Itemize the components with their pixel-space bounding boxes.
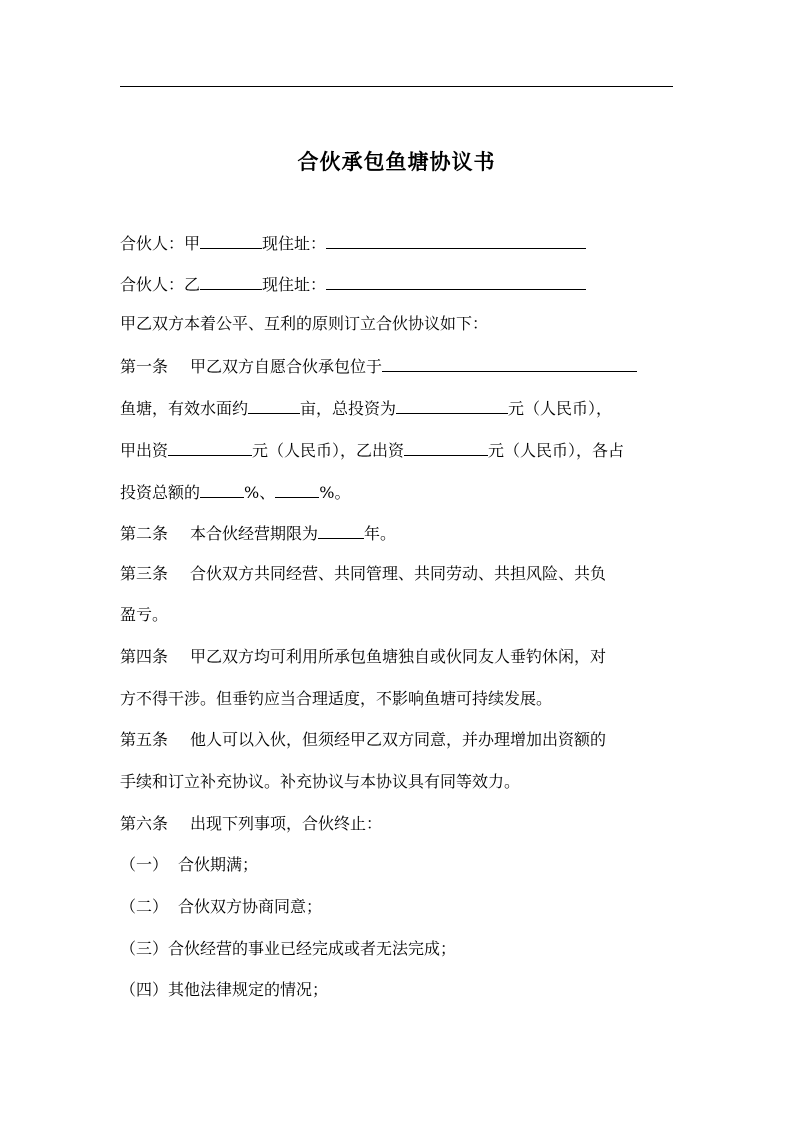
party-a-investment-blank[interactable] bbox=[168, 439, 252, 456]
partner-b-name-blank[interactable] bbox=[200, 273, 262, 290]
list-item-3-number: （三） bbox=[120, 939, 169, 958]
list-item-2-number: （二） bbox=[120, 897, 169, 916]
article-1-text-1: 甲乙双方自愿合伙承包位于 bbox=[190, 357, 383, 376]
article-1-text-2b: 亩，总投资为 bbox=[300, 399, 397, 418]
article-4-line-2: 方不得干涉。但垂钓应当合理适度，不影响鱼塘可持续发展。 bbox=[120, 689, 553, 708]
list-item-4-text: 其他法律规定的情况； bbox=[168, 980, 329, 999]
total-investment-blank[interactable] bbox=[396, 397, 508, 414]
partner-a-line bbox=[120, 232, 586, 254]
list-item-2-text: 合伙双方协商同意； bbox=[178, 897, 323, 916]
article-1-text-3a: 甲出资 bbox=[120, 441, 169, 460]
partner-a-label: 合伙人：甲 bbox=[120, 234, 201, 253]
article-1-text-4c: %。 bbox=[319, 483, 351, 502]
article-1-text-3b: 元（人民币），乙出资 bbox=[252, 441, 405, 460]
article-1-line-1 bbox=[120, 355, 637, 377]
article-5-heading: 第五条 bbox=[120, 730, 169, 749]
article-2 bbox=[120, 522, 396, 544]
article-3-heading: 第三条 bbox=[120, 564, 169, 583]
water-area-blank[interactable] bbox=[248, 397, 300, 414]
article-1-line-2 bbox=[120, 397, 673, 419]
party-b-investment-blank[interactable] bbox=[404, 439, 488, 456]
article-1-text-4a: 投资总额的 bbox=[120, 483, 201, 502]
article-3-line-1 bbox=[120, 564, 606, 584]
party-b-share-blank[interactable] bbox=[275, 481, 319, 498]
list-item-3-text: 合伙经营的事业已经完成或者无法完成； bbox=[168, 939, 457, 958]
header-rule bbox=[120, 86, 673, 87]
list-item-2 bbox=[120, 897, 322, 917]
article-1-text-3c: 元（人民币），各占 bbox=[488, 441, 625, 460]
article-1-heading: 第一条 bbox=[120, 357, 169, 376]
list-item-3 bbox=[120, 939, 456, 959]
list-item-1-text: 合伙期满； bbox=[178, 855, 259, 874]
article-3-text-1: 合伙双方共同经营、共同管理、共同劳动、共担风险、共负 bbox=[190, 564, 607, 583]
list-item-1-number: （一） bbox=[120, 855, 169, 874]
list-item-4-number: （四） bbox=[120, 980, 169, 999]
article-5-line-2: 手续和订立补充协议。补充协议与本协议具有同等效力。 bbox=[120, 772, 521, 791]
article-1-text-4b: %、 bbox=[244, 483, 276, 502]
article-1-line-4 bbox=[120, 481, 350, 503]
list-item-4 bbox=[120, 980, 328, 1000]
article-6-text: 出现下列事项，合伙终止： bbox=[190, 814, 383, 833]
partner-b-label: 合伙人：乙 bbox=[120, 275, 201, 294]
article-1-line-3 bbox=[120, 439, 673, 461]
partner-a-address-blank[interactable] bbox=[326, 232, 586, 249]
party-a-share-blank[interactable] bbox=[200, 481, 244, 498]
list-item-1 bbox=[120, 855, 258, 875]
article-5-line-1 bbox=[120, 730, 606, 750]
partner-b-address-blank[interactable] bbox=[326, 273, 586, 290]
partner-a-address-label: 现住址： bbox=[262, 234, 327, 253]
article-6-heading: 第六条 bbox=[120, 814, 169, 833]
article-6 bbox=[120, 814, 382, 834]
article-2-text-b: 年。 bbox=[364, 524, 397, 543]
article-4-heading: 第四条 bbox=[120, 647, 169, 666]
article-3-line-2: 盈亏。 bbox=[120, 605, 169, 624]
article-2-text-a: 本合伙经营期限为 bbox=[190, 524, 319, 543]
partner-a-name-blank[interactable] bbox=[200, 232, 262, 249]
partner-b-line bbox=[120, 273, 586, 295]
article-4-text-1: 甲乙双方均可利用所承包鱼塘独自或伙同友人垂钓休闲，对 bbox=[190, 647, 607, 666]
document-title: 合伙承包鱼塘协议书 bbox=[297, 149, 496, 174]
article-1-location-blank[interactable] bbox=[382, 355, 637, 372]
article-1-text-2c: 元（人民币）， bbox=[508, 399, 613, 418]
article-2-heading: 第二条 bbox=[120, 524, 169, 543]
intro-line: 甲乙双方本着公平、互利的原则订立合伙协议如下： bbox=[120, 314, 489, 333]
term-years-blank[interactable] bbox=[318, 522, 364, 539]
article-4-line-1 bbox=[120, 647, 606, 667]
article-5-text-1: 他人可以入伙，但须经甲乙双方同意，并办理增加出资额的 bbox=[190, 730, 607, 749]
partner-b-address-label: 现住址： bbox=[262, 275, 327, 294]
article-1-text-2a: 鱼塘，有效水面约 bbox=[120, 399, 249, 418]
